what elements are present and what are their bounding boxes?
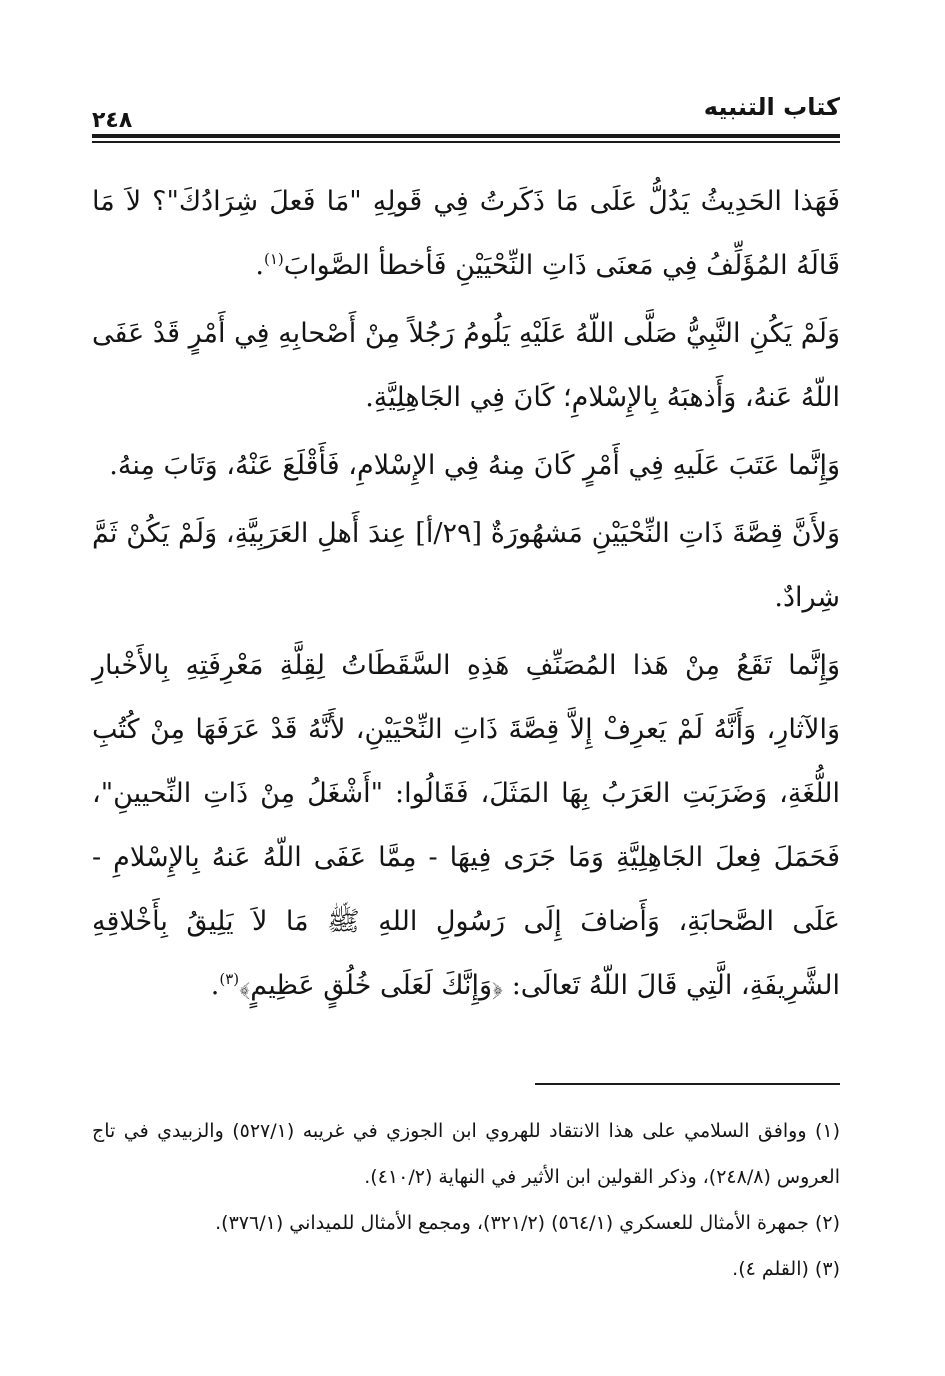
header-rule-thin bbox=[92, 141, 840, 143]
footnote: (٣) (القلم ٤). bbox=[732, 1258, 840, 1280]
paragraph bbox=[92, 502, 840, 630]
paragraph-text: وَإِنَّما تَقَعُ مِنْ هَذا المُصَنِّفِ هَذِهِ السَّقَطَاتُ لِقِلَّةِ مَعْرِفَتِهِ بِالأَخْبارِ وَالآثارِ، وَأَنَّهُ لَمْ يَعرِفْ إِلاَّ قِصَّةَ ذَاتِ النِّحْيَيْنِ، لأَنَّهُ قَدْ عَرَفَهَا مِنْ كُتُبِ اللُّغَةِ، وَضَرَبَتِ العَرَبُ بِهَا المَثَلَ، فَقَالُوا: "أَشْغَلُ مِنْ ذَاتِ النِّحيينِ"، فَحَمَلَ فِعلَ الجَاهِلِيَّةِ وَمَا جَرَى فِيهَا - مِمَّا عَفَى اللّهُ عَنهُ بِالإِسْلامِ - عَلَى الصَّحابَةِ، وَأَضافَ إِلَى رَسُولِ اللهِ ﷺ مَا لاَ يَلِيقُ بِأَخْلاقِهِ الشَّرِيفَةِ، الَّتِي قَالَ اللّهُ تَعالَى: ﴿وَإِنَّكَ لَعَلَى خُلُقٍ عَظِيمٍ﴾ bbox=[92, 650, 840, 1001]
footnote: (٢) جمهرة الأمثال للعسكري (٥٦٤/١) (٣٢١/٢)، ومجمع الأمثال للميداني (٣٧٦/١). bbox=[215, 1212, 840, 1234]
footnote-marker: (١) bbox=[263, 250, 284, 268]
paragraph-text: فَهَذا الحَدِيثُ يَدُلُّ عَلَى مَا ذَكَرتُ فِي قَولِهِ "مَا فَعلَ شِرَادُكَ"؟ لاَ مَا قَالَهُ المُؤَلِّفُ فِي مَعنَى ذَاتِ النِّحْيَيْنِ فَأخطأ الصَّوابَ bbox=[92, 186, 840, 281]
book-title: كتاب التنبيه bbox=[703, 93, 840, 121]
running-header bbox=[92, 86, 840, 132]
paragraph: وَإِنَّما تَقَعُ مِنْ هَذا المُصَنِّفِ هَذِهِ السَّقَطَاتُ لِقِلَّةِ مَعْرِفَتِهِ بِالأَخْبارِ وَالآثارِ، وَأَنَّهُ لَمْ يَعرِفْ إِلاَّ قِصَّةَ ذَاتِ النِّحْيَيْنِ، لأَنَّهُ قَدْ عَرَفَهَا مِنْ كُتُبِ اللُّغَةِ، وَضَرَبَتِ العَرَبُ بِهَا المَثَلَ، فَقَالُوا: "أَشْغَلُ مِنْ ذَاتِ النِّحيينِ"، فَحَمَلَ فِعلَ الجَاهِلِيَّةِ وَمَا جَرَى فِيهَا - مِمَّا عَفَى اللّهُ عَنهُ بِالإِسْلامِ - عَلَى الصَّحابَةِ، وَأَضافَ إِلَى رَسُولِ اللهِ ﷺ مَا لاَ يَلِيقُ بِأَخْلاقِهِ الشَّرِيفَةِ، الَّتِي قَالَ اللّهُ تَعالَى: ﴿وَإِنَّكَ لَعَلَى خُلُقٍ عَظِيمٍ﴾$^{(٣)}$. bbox=[92, 650, 840, 1001]
paragraph-text: وَلَمْ يَكُنِ النَّبِيُّ صَلَّى اللّهُ عَلَيْهِ يَلُومُ رَجُلاً مِنْ أَصْحابِهِ فِي أَمْرٍ قَدْ عَفَى اللّهُ عَنهُ، وَأَذهبَهُ بِالإِسْلامِ؛ كَانَ فِي الجَاهِلِيَّةِ. bbox=[92, 318, 840, 413]
footnotes bbox=[92, 1108, 840, 1292]
header-rule-thick bbox=[92, 134, 840, 138]
paragraph bbox=[92, 434, 840, 498]
paragraph-text: وَلأَنَّ قِصَّةَ ذَاتِ النِّحْيَيْنِ مَشهُورَةٌ [٢٩/أ] عِندَ أَهلِ العَرَبِيَّةِ، وَلَمْ يَكُنْ ثَمَّ شِرادٌ. bbox=[92, 518, 840, 613]
paragraph-text: وَإِنَّما عَتَبَ عَلَيهِ فِي أَمْرٍ كَانَ مِنهُ فِي الإِسْلامِ، فَأَقْلَعَ عَنْهُ، وَتَابَ مِنهُ. bbox=[109, 450, 840, 481]
footnote: (١) ووافق السلامي على هذا الانتقاد للهروي ابن الجوزي في غريبه (٥٢٧/١) والزبيدي في تاج العروس (٢٤٨/٨)، وذكر القولين ابن الأثير في النهاية (٤١٠/٢). bbox=[92, 1120, 840, 1188]
paragraph bbox=[92, 302, 840, 430]
main-text bbox=[92, 170, 840, 1022]
footnote-separator bbox=[535, 1083, 840, 1085]
page-number: ٢٤٨ bbox=[92, 108, 133, 133]
footnote-marker: (٣) bbox=[219, 970, 240, 988]
paragraph: فَهَذا الحَدِيثُ يَدُلُّ عَلَى مَا ذَكَرتُ فِي قَولِهِ "مَا فَعلَ شِرَادُكَ"؟ لاَ مَا قَالَهُ المُؤَلِّفُ فِي مَعنَى ذَاتِ النِّحْيَيْنِ فَأخطأ الصَّوابَ$^{(١)}$. bbox=[92, 186, 840, 281]
